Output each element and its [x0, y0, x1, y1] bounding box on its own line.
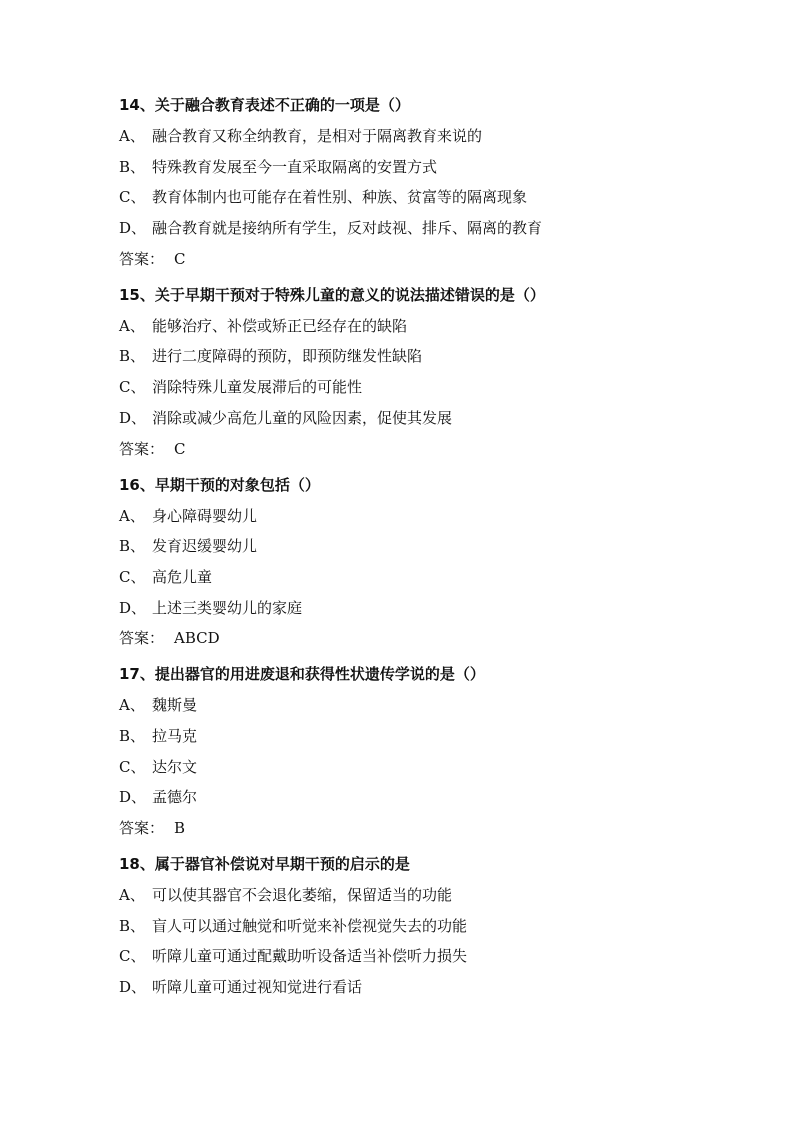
option-letter: A、 — [119, 696, 145, 715]
answer-label: 答案： — [119, 629, 165, 648]
option-letter: B、 — [119, 726, 146, 745]
option-a — [119, 885, 793, 905]
option-text: 能够治疗、补偿或矫正已经存在的缺陷 — [152, 316, 408, 335]
answer-label: 答案： — [119, 439, 165, 458]
option-letter: B、 — [119, 157, 146, 176]
option-letter: C、 — [119, 947, 146, 966]
option-text: 消除或减少高危儿童的风险因素，促使其发展 — [152, 408, 453, 427]
question-14 — [119, 95, 793, 269]
option-letter: C、 — [119, 378, 146, 397]
option-b — [119, 157, 793, 177]
question-title: 17、提出器官的用进废退和获得性状遗传学说的是（） — [119, 665, 485, 684]
option-letter: A、 — [119, 316, 145, 335]
option-text: 发育迟缓婴幼儿 — [152, 537, 258, 556]
question-16 — [119, 475, 793, 649]
option-text: 融合教育又称全纳教育，是相对于隔离教育来说的 — [152, 127, 483, 145]
question-15 — [119, 285, 793, 459]
option-letter: D、 — [119, 219, 147, 238]
answer-line — [119, 818, 793, 838]
question-title: 15、关于早期干预对于特殊儿童的意义的说法描述错误的是（） — [119, 285, 545, 304]
option-b — [119, 726, 793, 746]
option-text: 教育体制内也可能存在着性别、种族、贫富等的隔离现象 — [152, 188, 528, 207]
option-b — [119, 536, 793, 556]
question-title: 16、早期干预的对象包括（） — [119, 475, 320, 494]
option-text: 高危儿童 — [152, 567, 213, 586]
option-c — [119, 757, 793, 777]
option-d — [119, 408, 793, 428]
option-letter: B、 — [119, 347, 146, 366]
option-letter: C、 — [119, 757, 146, 776]
option-letter: B、 — [119, 537, 146, 556]
option-letter: A、 — [119, 886, 145, 904]
option-c — [119, 946, 793, 966]
option-text: 进行二度障碍的预防，即预防继发性缺陷 — [152, 347, 423, 366]
option-d — [119, 218, 793, 238]
answer-value: C — [174, 249, 186, 268]
option-text: 达尔文 — [152, 757, 198, 776]
option-letter: B、 — [119, 916, 146, 935]
option-d — [119, 598, 793, 618]
option-c — [119, 187, 793, 207]
option-a — [119, 506, 793, 526]
answer-line — [119, 628, 793, 648]
option-text: 上述三类婴幼儿的家庭 — [152, 598, 303, 617]
question-17 — [119, 664, 793, 838]
option-text: 孟德尔 — [152, 788, 198, 807]
answer-value: C — [174, 439, 186, 458]
option-a — [119, 695, 793, 715]
option-text: 消除特殊儿童发展滞后的可能性 — [152, 378, 363, 397]
option-a — [119, 126, 793, 146]
option-text: 可以使其器官不会退化萎缩，保留适当的功能 — [152, 886, 453, 904]
question-18 — [119, 854, 793, 997]
option-letter: D、 — [119, 598, 147, 617]
option-b — [119, 916, 793, 936]
question-title: 18、属于器官补偿说对早期干预的启示的是 — [119, 855, 410, 873]
option-text: 魏斯曼 — [152, 696, 198, 715]
answer-line — [119, 249, 793, 269]
option-text: 拉马克 — [152, 726, 198, 745]
option-text: 身心障碍婴幼儿 — [152, 506, 258, 525]
option-c — [119, 377, 793, 397]
option-text: 听障儿童可通过视知觉进行看话 — [152, 978, 363, 997]
answer-label: 答案： — [119, 249, 165, 268]
option-letter: D、 — [119, 408, 147, 427]
option-c — [119, 567, 793, 587]
answer-line — [119, 439, 793, 459]
option-a — [119, 316, 793, 336]
option-b — [119, 346, 793, 366]
option-letter: A、 — [119, 506, 145, 525]
option-text: 盲人可以通过触觉和听觉来补偿视觉失去的功能 — [152, 916, 468, 935]
option-letter: A、 — [119, 127, 145, 145]
answer-value: B — [174, 819, 186, 837]
option-text: 融合教育就是接纳所有学生，反对歧视、排斥、隔离的教育 — [152, 219, 543, 238]
option-d — [119, 787, 793, 807]
answer-value: ABCD — [174, 629, 220, 648]
option-letter: D、 — [119, 978, 147, 997]
option-text: 特殊教育发展至今一直采取隔离的安置方式 — [152, 157, 438, 176]
option-letter: D、 — [119, 788, 147, 807]
option-letter: C、 — [119, 188, 146, 207]
option-letter: C、 — [119, 567, 146, 586]
question-title: 14、关于融合教育表述不正确的一项是（） — [119, 96, 410, 114]
answer-label: 答案： — [119, 819, 165, 837]
option-d — [119, 977, 793, 997]
option-text: 听障儿童可通过配戴助听设备适当补偿听力损失 — [152, 947, 468, 966]
